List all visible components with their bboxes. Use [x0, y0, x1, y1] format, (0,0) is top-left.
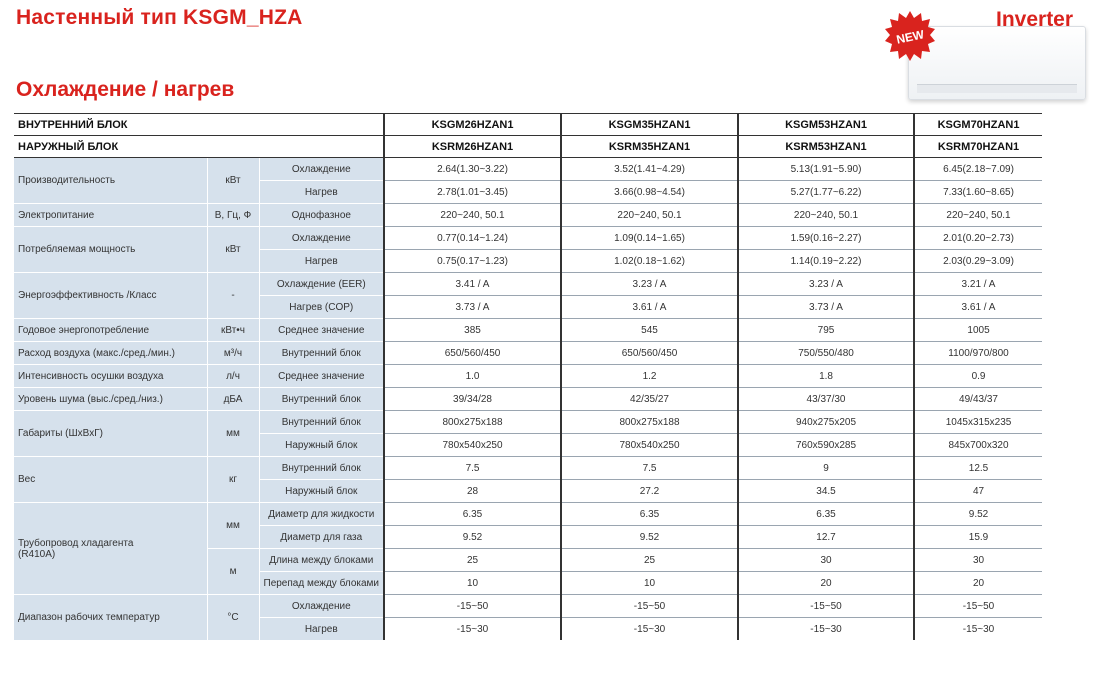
spec-row	[14, 227, 1042, 250]
value-cell: -15~30	[561, 618, 738, 641]
param-label: Производительность	[18, 175, 116, 186]
param-label: Потребляемая мощность	[18, 244, 136, 255]
sub-param-cell: Перепад между блоками	[259, 572, 384, 595]
sub-param-cell: Среднее значение	[259, 319, 384, 342]
spec-row	[14, 158, 1042, 181]
param-label: Годовое энергопотребление	[18, 324, 150, 336]
value-cell: 1100/970/800	[914, 342, 1042, 365]
param-label: Уровень шума (выс./сред./низ.)	[18, 393, 163, 405]
outdoor-unit-label: НАРУЖНЫЙ БЛОК	[14, 136, 384, 158]
param-label: Энергоэффективность /Класс	[18, 290, 157, 301]
spec-row	[14, 342, 1042, 365]
param-name	[14, 342, 207, 365]
section-subtitle: Охлаждение / нагрев	[16, 78, 235, 101]
sub-param-cell: Нагрев (COP)	[259, 296, 384, 319]
value-cell: -15~50	[738, 595, 914, 618]
value-cell: 5.13(1.91~5.90)	[738, 158, 914, 181]
value-cell: 650/560/450	[561, 342, 738, 365]
indoor-model: KSGM70HZAN1	[914, 114, 1042, 136]
value-cell: 30	[738, 549, 914, 572]
spec-row	[14, 457, 1042, 480]
value-cell: 25	[561, 549, 738, 572]
value-cell: 545	[561, 319, 738, 342]
param-name	[14, 227, 207, 273]
spec-row	[14, 204, 1042, 227]
value-cell: 3.66(0.98~4.54)	[561, 181, 738, 204]
value-cell: 2.78(1.01~3.45)	[384, 181, 561, 204]
value-cell: 28	[384, 480, 561, 503]
value-cell: 2.03(0.29~3.09)	[914, 250, 1042, 273]
outdoor-model: KSRM35HZAN1	[561, 136, 738, 158]
indoor-header-row	[14, 114, 1042, 136]
value-cell: 9	[738, 457, 914, 480]
spec-row	[14, 595, 1042, 618]
value-cell: 3.23 / A	[738, 273, 914, 296]
value-cell: 3.61 / A	[561, 296, 738, 319]
sub-param-cell: Охлаждение	[259, 595, 384, 618]
sub-param-cell: Внутренний блок	[259, 411, 384, 434]
value-cell: 20	[738, 572, 914, 595]
value-cell: -15~30	[914, 618, 1042, 641]
param-name	[14, 273, 207, 319]
outdoor-header-row	[14, 136, 1042, 158]
value-cell: 12.7	[738, 526, 914, 549]
value-cell: 845x700x320	[914, 434, 1042, 457]
outdoor-model: KSRM26HZAN1	[384, 136, 561, 158]
value-cell: 6.35	[384, 503, 561, 526]
indoor-model: KSGM35HZAN1	[561, 114, 738, 136]
sub-param-cell: Внутренний блок	[259, 342, 384, 365]
unit-cell: дБА	[207, 388, 259, 411]
indoor-model: KSGM53HZAN1	[738, 114, 914, 136]
value-cell: 10	[561, 572, 738, 595]
value-cell: 47	[914, 480, 1042, 503]
value-cell: 3.21 / A	[914, 273, 1042, 296]
value-cell: 5.27(1.77~6.22)	[738, 181, 914, 204]
param-name	[14, 457, 207, 503]
value-cell: 1.59(0.16~2.27)	[738, 227, 914, 250]
sub-param-cell: Нагрев	[259, 181, 384, 204]
sub-param-cell: Длина между блоками	[259, 549, 384, 572]
sub-param-cell: Охлаждение	[259, 158, 384, 181]
param-name	[14, 595, 207, 641]
value-cell: 0.77(0.14~1.24)	[384, 227, 561, 250]
value-cell: 795	[738, 319, 914, 342]
value-cell: 1.09(0.14~1.65)	[561, 227, 738, 250]
unit-cell: кВт	[207, 158, 259, 204]
value-cell: 800x275x188	[384, 411, 561, 434]
value-cell: -15~30	[738, 618, 914, 641]
param-name	[14, 204, 207, 227]
unit-cell: мм	[207, 411, 259, 457]
value-cell: 220~240, 50.1	[384, 204, 561, 227]
spec-row	[14, 319, 1042, 342]
unit-cell: кг	[207, 457, 259, 503]
param-name	[14, 158, 207, 204]
value-cell: 6.35	[738, 503, 914, 526]
value-cell: 25	[384, 549, 561, 572]
value-cell: 10	[384, 572, 561, 595]
value-cell: 1005	[914, 319, 1042, 342]
spec-row	[14, 365, 1042, 388]
sub-param-cell: Диаметр для газа	[259, 526, 384, 549]
unit-cell: м³/ч	[207, 342, 259, 365]
value-cell: 220~240, 50.1	[738, 204, 914, 227]
value-cell: 27.2	[561, 480, 738, 503]
value-cell: 385	[384, 319, 561, 342]
value-cell: 3.52(1.41~4.29)	[561, 158, 738, 181]
value-cell: 0.75(0.17~1.23)	[384, 250, 561, 273]
outdoor-model: KSRM70HZAN1	[914, 136, 1042, 158]
value-cell: 780x540x250	[384, 434, 561, 457]
sub-param-cell: Диаметр для жидкости	[259, 503, 384, 526]
sub-param-cell: Внутренний блок	[259, 457, 384, 480]
value-cell: 9.52	[561, 526, 738, 549]
unit-cell: кВт•ч	[207, 319, 259, 342]
sub-param-cell: Внутренний блок	[259, 388, 384, 411]
value-cell: 650/560/450	[384, 342, 561, 365]
outdoor-model: KSRM53HZAN1	[738, 136, 914, 158]
sub-param-cell: Нагрев	[259, 618, 384, 641]
value-cell: 3.61 / A	[914, 296, 1042, 319]
param-label: Диапазон рабочих температур	[18, 611, 160, 623]
value-cell: 34.5	[738, 480, 914, 503]
value-cell: 1045x315x235	[914, 411, 1042, 434]
value-cell: -15~30	[384, 618, 561, 641]
value-cell: 7.33(1.60~8.65)	[914, 181, 1042, 204]
specs-table	[14, 113, 1042, 641]
value-cell: 780x540x250	[561, 434, 738, 457]
value-cell: 1.2	[561, 365, 738, 388]
sub-param-cell: Наружный блок	[259, 434, 384, 457]
unit-cell: м	[207, 549, 259, 595]
param-label: Габариты (ШхВхГ)	[18, 428, 103, 439]
value-cell: 9.52	[914, 503, 1042, 526]
value-cell: 1.0	[384, 365, 561, 388]
value-cell: 15.9	[914, 526, 1042, 549]
value-cell: 760x590x285	[738, 434, 914, 457]
value-cell: 220~240, 50.1	[561, 204, 738, 227]
param-name	[14, 319, 207, 342]
value-cell: 1.14(0.19~2.22)	[738, 250, 914, 273]
page-title: Настенный тип KSGM_HZA	[16, 6, 303, 29]
new-badge-icon	[884, 10, 936, 62]
param-name	[14, 411, 207, 457]
param-name	[14, 388, 207, 411]
spec-row	[14, 411, 1042, 434]
param-label: Интенсивность осушки воздуха	[18, 370, 164, 382]
value-cell: -15~50	[914, 595, 1042, 618]
param-label: Расход воздуха (макс./сред./мин.)	[18, 347, 176, 359]
sub-param-cell: Однофазное	[259, 204, 384, 227]
value-cell: 3.23 / A	[561, 273, 738, 296]
sub-param-cell: Наружный блок	[259, 480, 384, 503]
value-cell: 20	[914, 572, 1042, 595]
indoor-unit-label: ВНУТРЕННИЙ БЛОК	[14, 114, 384, 136]
param-label-extra: (R410A)	[18, 548, 56, 560]
value-cell: 12.5	[914, 457, 1042, 480]
spec-row	[14, 388, 1042, 411]
value-cell: -15~50	[561, 595, 738, 618]
value-cell: 800x275x188	[561, 411, 738, 434]
value-cell: 6.35	[561, 503, 738, 526]
value-cell: 750/550/480	[738, 342, 914, 365]
value-cell: -15~50	[384, 595, 561, 618]
value-cell: 7.5	[561, 457, 738, 480]
value-cell: 3.41 / A	[384, 273, 561, 296]
value-cell: 6.45(2.18~7.09)	[914, 158, 1042, 181]
value-cell: 940x275x205	[738, 411, 914, 434]
value-cell: 2.64(1.30~3.22)	[384, 158, 561, 181]
unit-vent	[917, 84, 1077, 93]
unit-cell: °C	[207, 595, 259, 641]
value-cell: 1.8	[738, 365, 914, 388]
sub-param-cell: Нагрев	[259, 250, 384, 273]
value-cell: 49/43/37	[914, 388, 1042, 411]
value-cell: 3.73 / A	[384, 296, 561, 319]
value-cell: 0.9	[914, 365, 1042, 388]
indoor-model: KSGM26HZAN1	[384, 114, 561, 136]
value-cell: 220~240, 50.1	[914, 204, 1042, 227]
value-cell: 2.01(0.20~2.73)	[914, 227, 1042, 250]
unit-cell: кВт	[207, 227, 259, 273]
unit-cell: В, Гц, Ф	[207, 204, 259, 227]
value-cell: 1.02(0.18~1.62)	[561, 250, 738, 273]
unit-cell: л/ч	[207, 365, 259, 388]
value-cell: 9.52	[384, 526, 561, 549]
param-label: Вес	[18, 474, 36, 485]
param-name	[14, 365, 207, 388]
sub-param-cell: Среднее значение	[259, 365, 384, 388]
unit-cell: -	[207, 273, 259, 319]
value-cell: 39/34/28	[384, 388, 561, 411]
value-cell: 7.5	[384, 457, 561, 480]
param-label: Электропитание	[18, 209, 95, 221]
new-badge-text: NEW	[895, 27, 926, 47]
inverter-label: Inverter	[996, 8, 1074, 31]
param-label: Трубопровод хладагента	[18, 537, 134, 549]
value-cell: 43/37/30	[738, 388, 914, 411]
value-cell: 3.73 / A	[738, 296, 914, 319]
unit-cell: мм	[207, 503, 259, 549]
spec-row	[14, 503, 1042, 526]
spec-row	[14, 273, 1042, 296]
param-name	[14, 503, 207, 595]
value-cell: 42/35/27	[561, 388, 738, 411]
sub-param-cell: Охлаждение (EER)	[259, 273, 384, 296]
sub-param-cell: Охлаждение	[259, 227, 384, 250]
value-cell: 30	[914, 549, 1042, 572]
